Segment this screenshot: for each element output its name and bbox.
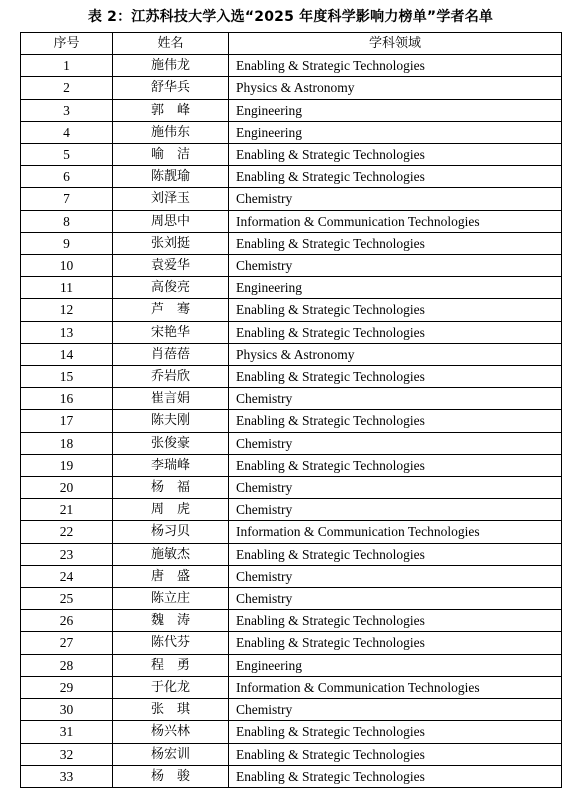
table-row: [21, 321, 562, 343]
row-number-cell: 1: [21, 55, 113, 77]
subject-area-cell: Physics & Astronomy: [229, 77, 562, 99]
scholar-name-cell: 魏 涛: [113, 610, 229, 632]
table-row: [21, 543, 562, 565]
scholar-name-cell: 宋艳华: [113, 321, 229, 343]
table-row: [21, 166, 562, 188]
scholar-name-cell: 杨 福: [113, 477, 229, 499]
table-row: [21, 210, 562, 232]
subject-area-cell: Enabling & Strategic Technologies: [229, 321, 562, 343]
table-row: [21, 188, 562, 210]
subject-area-cell: Enabling & Strategic Technologies: [229, 166, 562, 188]
table-row: [21, 610, 562, 632]
row-number-cell: 33: [21, 765, 113, 787]
subject-area-cell: Enabling & Strategic Technologies: [229, 743, 562, 765]
row-number-cell: 23: [21, 543, 113, 565]
row-number-cell: 17: [21, 410, 113, 432]
scholar-name-cell: 郭 峰: [113, 99, 229, 121]
table-row: [21, 366, 562, 388]
scholar-name-cell: 喻 洁: [113, 144, 229, 166]
table-row: [21, 654, 562, 676]
row-number-cell: 25: [21, 588, 113, 610]
scholar-name-cell: 周 虎: [113, 499, 229, 521]
table-row: [21, 99, 562, 121]
subject-area-cell: Chemistry: [229, 699, 562, 721]
row-number-cell: 12: [21, 299, 113, 321]
row-number-cell: 2: [21, 77, 113, 99]
header-number: 序号: [21, 33, 113, 55]
row-number-cell: 18: [21, 432, 113, 454]
table-row: [21, 454, 562, 476]
scholar-table: [20, 32, 562, 788]
table-row: [21, 232, 562, 254]
row-number-cell: 28: [21, 654, 113, 676]
table-row: [21, 432, 562, 454]
scholar-name-cell: 张俊豪: [113, 432, 229, 454]
scholar-name-cell: 杨兴林: [113, 721, 229, 743]
scholar-name-cell: 于化龙: [113, 676, 229, 698]
subject-area-cell: Enabling & Strategic Technologies: [229, 232, 562, 254]
row-number-cell: 5: [21, 144, 113, 166]
subject-area-cell: Enabling & Strategic Technologies: [229, 55, 562, 77]
subject-area-cell: Enabling & Strategic Technologies: [229, 543, 562, 565]
subject-area-cell: Chemistry: [229, 432, 562, 454]
subject-area-cell: Enabling & Strategic Technologies: [229, 632, 562, 654]
table-row: [21, 299, 562, 321]
scholar-name-cell: 杨习贝: [113, 521, 229, 543]
subject-area-cell: Information & Communication Technologies: [229, 210, 562, 232]
scholar-name-cell: 陈靓瑜: [113, 166, 229, 188]
row-number-cell: 16: [21, 388, 113, 410]
scholar-name-cell: 陈夫刚: [113, 410, 229, 432]
subject-area-cell: Engineering: [229, 99, 562, 121]
table-body: [21, 55, 562, 788]
scholar-name-cell: 程 勇: [113, 654, 229, 676]
row-number-cell: 22: [21, 521, 113, 543]
scholar-name-cell: 杨 骏: [113, 765, 229, 787]
subject-area-cell: Chemistry: [229, 588, 562, 610]
row-number-cell: 24: [21, 565, 113, 587]
row-number-cell: 31: [21, 721, 113, 743]
row-number-cell: 8: [21, 210, 113, 232]
table-row: [21, 277, 562, 299]
row-number-cell: 26: [21, 610, 113, 632]
scholar-name-cell: 陈代芬: [113, 632, 229, 654]
table-row: [21, 632, 562, 654]
subject-area-cell: Information & Communication Technologies: [229, 521, 562, 543]
subject-area-cell: Physics & Astronomy: [229, 343, 562, 365]
row-number-cell: 4: [21, 121, 113, 143]
table-row: [21, 676, 562, 698]
subject-area-cell: Engineering: [229, 277, 562, 299]
row-number-cell: 32: [21, 743, 113, 765]
table-row: [21, 521, 562, 543]
subject-area-cell: Chemistry: [229, 388, 562, 410]
table-row: [21, 588, 562, 610]
subject-area-cell: Chemistry: [229, 255, 562, 277]
row-number-cell: 21: [21, 499, 113, 521]
row-number-cell: 13: [21, 321, 113, 343]
row-number-cell: 3: [21, 99, 113, 121]
row-number-cell: 11: [21, 277, 113, 299]
row-number-cell: 29: [21, 676, 113, 698]
subject-area-cell: Enabling & Strategic Technologies: [229, 454, 562, 476]
scholar-name-cell: 芦 骞: [113, 299, 229, 321]
scholar-name-cell: 施伟东: [113, 121, 229, 143]
header-subject: 学科领域: [229, 33, 562, 55]
scholar-name-cell: 崔言娟: [113, 388, 229, 410]
table-row: [21, 699, 562, 721]
scholar-name-cell: 唐 盛: [113, 565, 229, 587]
row-number-cell: 9: [21, 232, 113, 254]
subject-area-cell: Information & Communication Technologies: [229, 676, 562, 698]
row-number-cell: 19: [21, 454, 113, 476]
scholar-name-cell: 李瑞峰: [113, 454, 229, 476]
row-number-cell: 14: [21, 343, 113, 365]
scholar-name-cell: 施伟龙: [113, 55, 229, 77]
subject-area-cell: Engineering: [229, 654, 562, 676]
table-row: [21, 565, 562, 587]
row-number-cell: 27: [21, 632, 113, 654]
table-row: [21, 77, 562, 99]
table-row: [21, 410, 562, 432]
row-number-cell: 10: [21, 255, 113, 277]
subject-area-cell: Enabling & Strategic Technologies: [229, 610, 562, 632]
scholar-name-cell: 舒华兵: [113, 77, 229, 99]
row-number-cell: 20: [21, 477, 113, 499]
subject-area-cell: Chemistry: [229, 188, 562, 210]
row-number-cell: 15: [21, 366, 113, 388]
scholar-name-cell: 张 琪: [113, 699, 229, 721]
subject-area-cell: Chemistry: [229, 565, 562, 587]
scholar-name-cell: 肖蓓蓓: [113, 343, 229, 365]
row-number-cell: 30: [21, 699, 113, 721]
table-row: [21, 388, 562, 410]
table-row: [21, 255, 562, 277]
table-row: [21, 144, 562, 166]
scholar-name-cell: 陈立庄: [113, 588, 229, 610]
scholar-name-cell: 张刘挺: [113, 232, 229, 254]
table-row: [21, 743, 562, 765]
row-number-cell: 6: [21, 166, 113, 188]
table-row: [21, 121, 562, 143]
table-row: [21, 499, 562, 521]
subject-area-cell: Enabling & Strategic Technologies: [229, 144, 562, 166]
scholar-name-cell: 施敏杰: [113, 543, 229, 565]
subject-area-cell: Enabling & Strategic Technologies: [229, 299, 562, 321]
table-row: [21, 343, 562, 365]
subject-area-cell: Chemistry: [229, 477, 562, 499]
table-caption: 表 2：江苏科技大学入选“2025 年度科学影响力榜单”学者名单: [87, 9, 494, 25]
scholar-name-cell: 袁爱华: [113, 255, 229, 277]
subject-area-cell: Enabling & Strategic Technologies: [229, 410, 562, 432]
scholar-name-cell: 乔岩欣: [113, 366, 229, 388]
table-row: [21, 55, 562, 77]
subject-area-cell: Enabling & Strategic Technologies: [229, 765, 562, 787]
table-row: [21, 477, 562, 499]
scholar-name-cell: 杨宏训: [113, 743, 229, 765]
subject-area-cell: Chemistry: [229, 499, 562, 521]
table-row: [21, 721, 562, 743]
scholar-name-cell: 周思中: [113, 210, 229, 232]
subject-area-cell: Engineering: [229, 121, 562, 143]
row-number-cell: 7: [21, 188, 113, 210]
header-row: [21, 33, 562, 55]
subject-area-cell: Enabling & Strategic Technologies: [229, 721, 562, 743]
scholar-name-cell: 高俊亮: [113, 277, 229, 299]
header-name: 姓名: [113, 33, 229, 55]
subject-area-cell: Enabling & Strategic Technologies: [229, 366, 562, 388]
scholar-name-cell: 刘泽玉: [113, 188, 229, 210]
table-row: [21, 765, 562, 787]
